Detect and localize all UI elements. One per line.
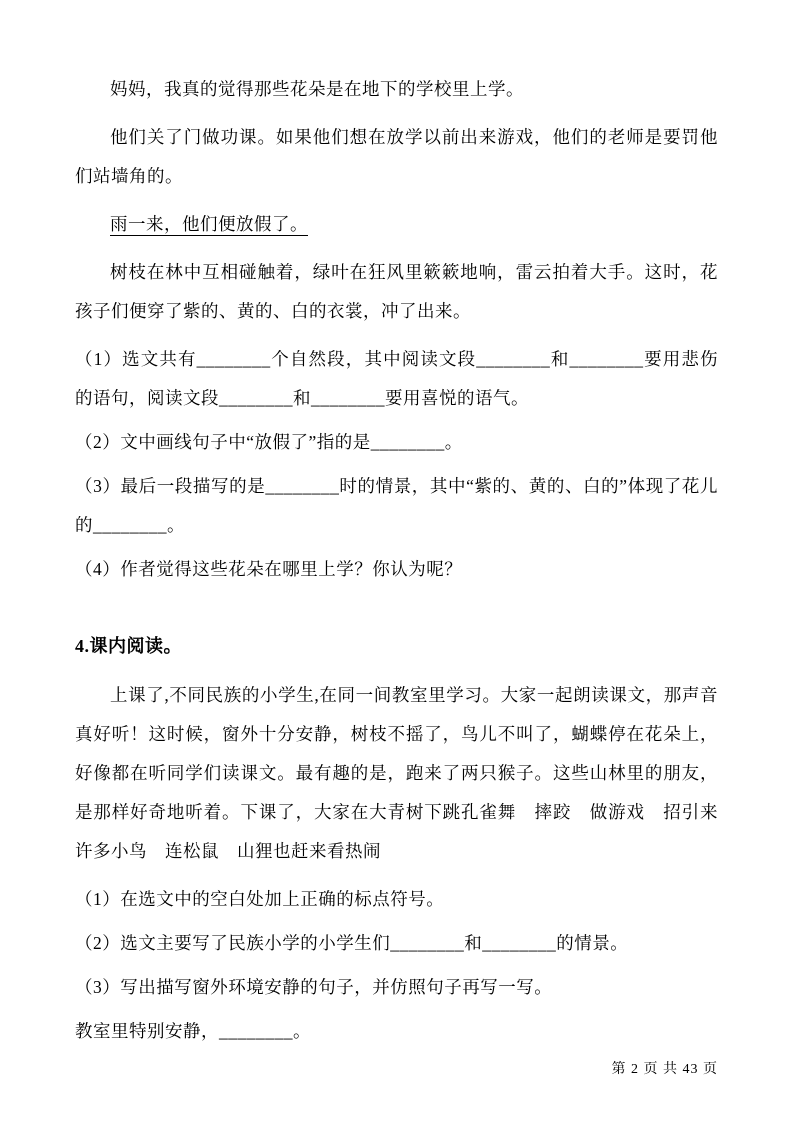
passage-paragraph: 他们关了门做功课。如果他们想在放学以前出来游戏，他们的老师是要罚他们站墙角的。	[75, 127, 718, 186]
reading-passage-2	[75, 627, 718, 1051]
question-item: （2）文中画线句子中“放假了”指的是________。	[75, 432, 463, 452]
passage-paragraph: 树枝在林中互相碰触着，绿叶在狂风里簌簌地响，雷云拍着大手。这时，花孩子们便穿了紫的、黄的、白的衣裳，冲了出来。	[75, 262, 718, 321]
question-item: （2）选文主要写了民族小学的小学生们________和________的情景。	[75, 933, 629, 953]
page-number: 第 2 页 共 43 页	[611, 1062, 718, 1077]
reading-passage-1	[75, 70, 718, 589]
question-item: （4）作者觉得这些花朵在哪里上学？你认为呢？	[75, 559, 463, 579]
section-heading: 4.课内阅读。	[75, 636, 182, 656]
answer-line: 教室里特别安静，________。	[75, 1021, 311, 1041]
passage-paragraph: 妈妈，我真的觉得那些花朵是在地下的学校里上学。	[110, 79, 524, 99]
passage-paragraph: 上课了,不同民族的小学生,在同一间教室里学习。大家一起朗读课文，那声音真好听！这时候，窗外十分安静，树枝不摇了，鸟儿不叫了，蝴蝶停在花朵上，好像都在听同学们读课文。最有趣的是，跑来了两只猴子。这些山林里的朋友，是那样好奇地听着。下课了，大家在大青树下跳孔雀舞 摔跤 做游戏 招引来许多小鸟 连松鼠 山狸也赶来看热闹	[75, 685, 718, 861]
underlined-sentence: 雨一来，他们便放假了。	[110, 214, 308, 234]
question-item: （1）在选文中的空白处加上正确的标点符号。	[75, 889, 445, 909]
question-item: （3）最后一段描写的是________时的情景，其中“紫的、黄的、白的”体现了花儿的________。	[75, 476, 718, 535]
question-item: （1）选文共有________个自然段，其中阅读文段________和________要用悲伤的语句，阅读文段________和________要用喜悦的语气。	[75, 349, 718, 408]
question-item: （3）写出描写窗外环境安静的句子，并仿照句子再写一写。	[75, 977, 553, 997]
